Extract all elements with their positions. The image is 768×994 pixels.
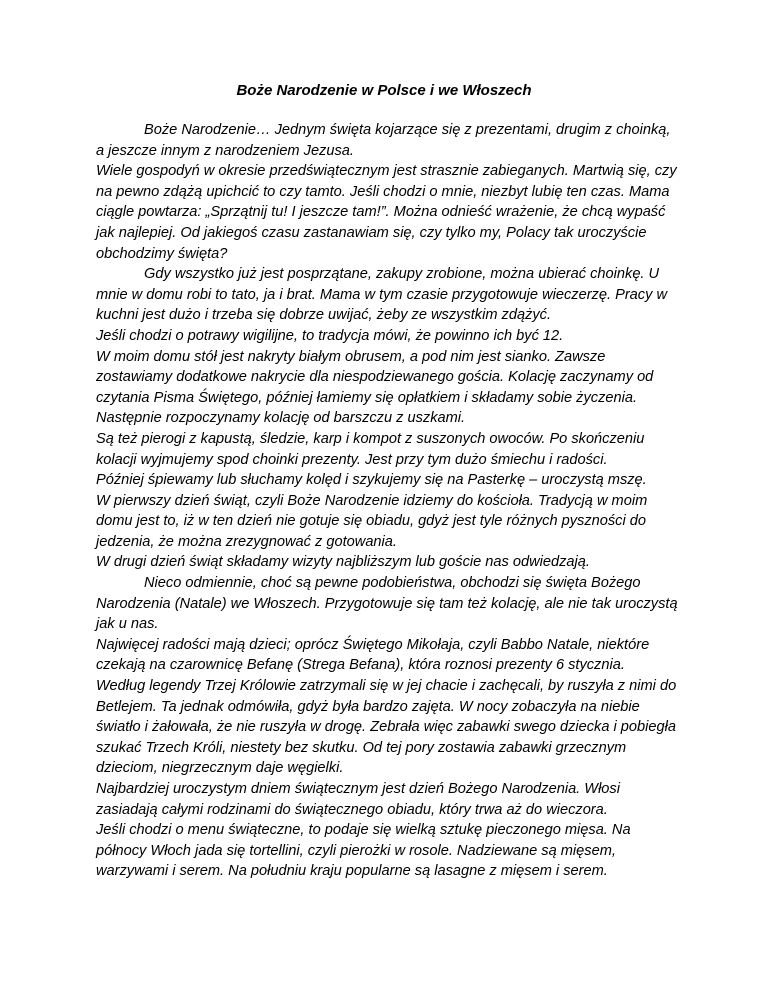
paragraph: Najwięcej radości mają dzieci; oprócz Świętego Mikołaja, czyli Babbo Natale, niektóre czekają na czarownicę Befanę (Strega Befana), która roznosi prezenty 6 stycznia. [96, 636, 650, 674]
paragraph: Nieco odmiennie, choć są pewne podobieństwa, obchodzi się święta Bożego Narodzenia (Natale) we Włoszech. Przygotowuje się tam też kolację, ale nie tak uroczystą jak u nas. [96, 575, 678, 633]
paragraph: Jeśli chodzi o menu świąteczne, to podaje się wielką sztukę pieczonego mięsa. Na północy Włoch jada się tortellini, czyli pierożki w rosole. Nadziewane są mięsem, warzywami i serem. Na południu kraju popularne są lasagne z mięsem i serem. [96, 822, 631, 880]
paragraph: Gdy wszystko już jest posprzątane, zakupy zrobione, można ubierać choinkę. U mnie w domu robi to tato, ja i brat. Mama w tym czasie przygotowuje wieczerzę. Pracy w kuchni jest dużo i trzeba się dobrze uwijać, żeby ze wszystkim zdążyć. [96, 266, 667, 324]
document-body [96, 120, 678, 882]
paragraph: W pierwszy dzień świąt, czyli Boże Narodzenie idziemy do kościoła. Tradycją w moim domu jest to, iż w ten dzień nie gotuje się obiadu, gdyż jest tyle różnych pyszności do jedzenia, że można zrezygnować z gotowania. [96, 492, 648, 550]
paragraph: Są też pierogi z kapustą, śledzie, karp i kompot z suszonych owoców. Po skończeniu kolacji wyjmujemy spod choinki prezenty. Jest przy tym dużo śmiechu i radości. [96, 430, 645, 468]
paragraph: W moim domu stół jest nakryty białym obrusem, a pod nim jest sianko. Zawsze zostawiamy dodatkowe nakrycie dla niespodziewanego gościa. Kolację zaczynamy od czytania Pisma Świętego, później łamiemy się opłatkiem i składamy sobie życzenia. Następnie rozpoczynamy kolację od barszczu z uszkami. [96, 348, 654, 427]
paragraph: Jeśli chodzi o potrawy wigilijne, to tradycja mówi, że powinno ich być 12. [96, 327, 564, 344]
paragraph: W drugi dzień świąt składamy wizyty najbliższym lub goście nas odwiedzają. [96, 554, 590, 571]
paragraph: Wiele gospodyń w okresie przedświątecznym jest strasznie zabieganych. Martwią się, czy na pewno zdążą upichcić to czy tamto. Jeśli chodzi o mnie, niezbyt lubię ten czas. Mama ciągle powtarza: „Sprzątnij tu! I jeszcze tam!”. Można odnieść wrażenie, że chcą wypaść jak najlepiej. Od jakiegoś czasu zastanawiam się, czy tylko my, Polacy tak uroczyście obchodzimy święta? [96, 163, 677, 262]
document-title: Boże Narodzenie w Polsce i we Włoszech [236, 82, 532, 99]
paragraph: Według legendy Trzej Królowie zatrzymali się w jej chacie i zachęcali, by ruszyła z nimi do Betlejem. Ta jednak odmówiła, gdyż była bardzo zajęta. W nocy zobaczyła na niebie światło i żałowała, że nie ruszyła w drogę. Zebrała więc zabawki swego dziecka i pobiegła szukać Trzech Króli, niestety bez skutku. Od tej pory zostawia zabawki grzecznym dzieciom, niegrzecznym daje węgielki. [96, 678, 677, 777]
paragraph: Najbardziej uroczystym dniem świątecznym jest dzień Bożego Narodzenia. Włosi zasiadają całymi rodzinami do świątecznego obiadu, który trwa aż do wieczora. [96, 781, 620, 818]
paragraph: Boże Narodzenie… Jednym święta kojarzące się z prezentami, drugim z choinką, a jeszcze innym z narodzeniem Jezusa. [96, 122, 671, 159]
paragraph: Później śpiewamy lub słuchamy kolęd i szykujemy się na Pasterkę – uroczystą mszę. [96, 472, 647, 489]
